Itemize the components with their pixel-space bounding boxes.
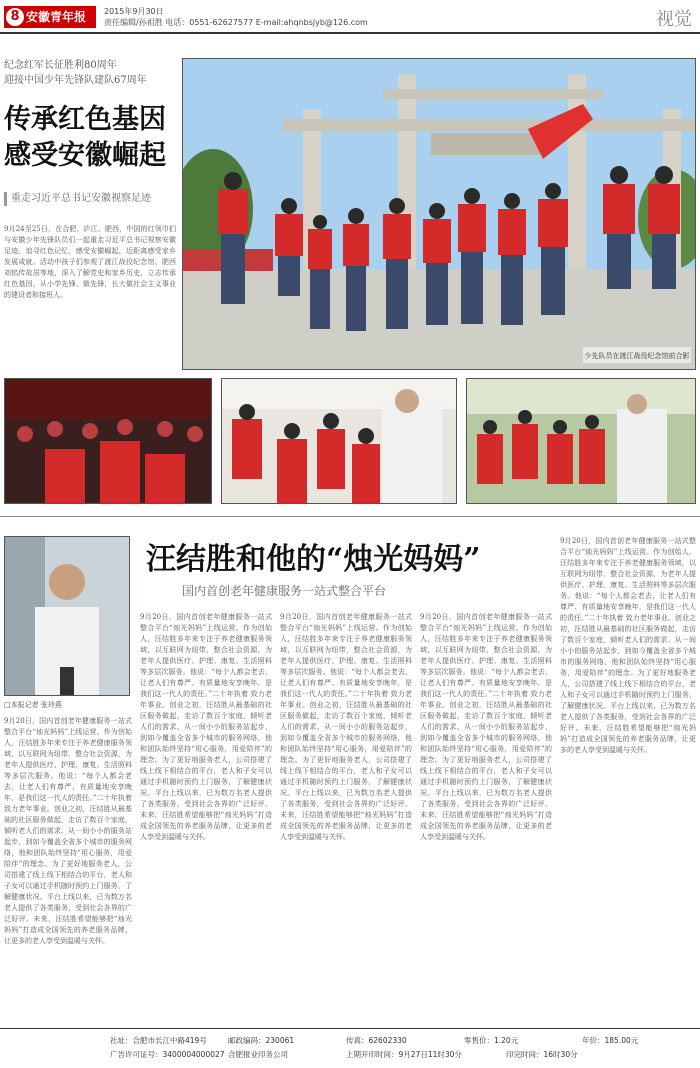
article2-body-col5: 9月20日，国内首创老年健康服务一站式整合平台“烛光妈妈”上线运营。作为创始人，汪结胜多年来专注于养老健康服务领域，以互联网为纽带，整合社会资源，为老年人提供医疗、护理、康复、生活照料等多层次服务。他说：“每个人都会老去，让老人们有尊严、有质量地安享晚年，是我们这一代人的责任。”二十年执着 致力老年事业。创业之初，汪结胜从最基础的社区服务做起，走访了数百个家庭，倾听老人们的需求。从一间小小的服务站起步，到如今覆盖全省多个城市的服务网络，他和团队始终坚持“用心服务，用爱陪伴”的理念。为了更好地服务老人，公司搭建了线上线下相结合的平台，老人和子女可以通过手机随时预约上门服务，了解健康状况。平台上线以来，已为数万名老人提供了各类服务，受到社会各界的广泛好评。未来，汪结胜希望能够把“烛光妈妈”打造成全国领先的养老服务品牌，让更多的老人享受到温暖与关怀。 xyxy=(560,537,696,754)
photo-children-outdoor xyxy=(466,378,696,504)
footer-annual-price: 年价：185.00元 xyxy=(582,1036,639,1045)
footer-postcode: 邮政编码：230061 xyxy=(228,1036,295,1045)
footer-print-start: 上期开印时间：9月27日11时30分 xyxy=(346,1050,462,1059)
footer-address: 社址：合肥市长江中路419号 xyxy=(110,1036,207,1045)
article1-body: 9月24至25日，在合肥、庐江、肥西，中国的红领巾们与安徽少年先锋队员们一起重走习近平总书记视察安徽足迹，追寻红色记忆，感受安徽崛起，近距离感受家乡发展成就。活动中孩子们参观了渡江战役纪念馆、肥西刘铭传故居等地，深入了解党史和家乡历史，立志传承红色基因，从小学先锋、做先锋，长大做社会主义事业的建设者和接班人。 xyxy=(4,225,176,299)
article1-deck: 重走习近平总书记安徽视察足迹 xyxy=(4,192,176,206)
article2-body-col1: 9月20日，国内首创老年健康服务一站式整合平台“烛光妈妈”上线运营。作为创始人，汪结胜多年来专注于养老健康服务领域，以互联网为纽带，整合社会资源，为老年人提供医疗、护理、康复、生活照料等多层次服务。他说：“每个人都会老去，让老人们有尊严、有质量地安享晚年，是我们这一代人的责任。”二十年执着 致力老年事业。创业之初，汪结胜从最基础的社区服务做起，走访了数百个家庭，倾听老人们的需求。从一间小小的服务站起步，到如今覆盖全省多个城市的服务网络，他和团队始终坚持“用心服务，用爱陪伴”的理念。为了更好地服务老人，公司搭建了线上线下相结合的平台，老人和子女可以通过手机随时预约上门服务，了解健康状况。平台上线以来，已为数万名老人提供了各类服务，受到社会各界的广泛好评。未来，汪结胜希望能够把“烛光妈妈”打造成全国领先的养老服务品牌，让更多的老人享受到温暖与关怀。 xyxy=(4,717,132,945)
article2-body-col3: 9月20日，国内首创老年健康服务一站式整合平台“烛光妈妈”上线运营。作为创始人，汪结胜多年来专注于养老健康服务领域，以互联网为纽带，整合社会资源，为老年人提供医疗、护理、康复、生活照料等多层次服务。他说：“每个人都会老去，让老人们有尊严、有质量地安享晚年，是我们这一代人的责任。”二十年执着 致力老年事业。创业之初，汪结胜从最基础的社区服务做起，走访了数百个家庭，倾听老人们的需求。从一间小小的服务站起步，到如今覆盖全省多个城市的服务网络，他和团队始终坚持“用心服务，用爱陪伴”的理念。为了更好地服务老人，公司搭建了线上线下相结合的平台，老人和子女可以通过手机随时预约上门服务，了解健康状况。平台上线以来，已为数万名老人提供了各类服务，受到社会各界的广泛好评。未来，汪结胜希望能够把“烛光妈妈”打造成全国领先的养老服务品牌，让更多的老人享受到温暖与关怀。 xyxy=(280,613,412,841)
article2-deck: 国内首创老年健康服务一站式整合平台 xyxy=(182,584,387,598)
section-tag: 视觉 xyxy=(656,9,692,30)
article1-headline-2: 感受安徽崛起 xyxy=(4,140,166,171)
footer-imprint xyxy=(0,1028,700,1060)
article1-subtitle-1: 纪念红军长征胜利80周年 xyxy=(4,60,117,71)
portrait-photo xyxy=(4,536,130,696)
newspaper-logo xyxy=(4,6,96,28)
article1-headline-1: 传承红色基因 xyxy=(4,104,166,135)
logo-mark-icon: 8 xyxy=(6,8,24,26)
article2-body-col2: 9月20日，国内首创老年健康服务一站式整合平台“烛光妈妈”上线运营。作为创始人，汪结胜多年来专注于养老健康服务领域，以互联网为纽带，整合社会资源，为老年人提供医疗、护理、康复、生活照料等多层次服务。他说：“每个人都会老去，让老人们有尊严、有质量地安享晚年，是我们这一代人的责任。”二十年执着 致力老年事业。创业之初，汪结胜从最基础的社区服务做起，走访了数百个家庭，倾听老人们的需求。从一间小小的服务站起步，到如今覆盖全省多个城市的服务网络，他和团队始终坚持“用心服务，用爱陪伴”的理念。为了更好地服务老人，公司搭建了线上线下相结合的平台，老人和子女可以通过手机随时预约上门服务，了解健康状况。平台上线以来，已为数万名老人提供了各类服务，受到社会各界的广泛好评。未来，汪结胜希望能够把“烛光妈妈”打造成全国领先的养老服务品牌，让更多的老人享受到温暖与关怀。 xyxy=(140,613,272,841)
article2-body-col4: 9月20日，国内首创老年健康服务一站式整合平台“烛光妈妈”上线运营。作为创始人，汪结胜多年来专注于养老健康服务领域，以互联网为纽带，整合社会资源，为老年人提供医疗、护理、康复、生活照料等多层次服务。他说：“每个人都会老去，让老人们有尊严、有质量地安享晚年，是我们这一代人的责任。”二十年执着 致力老年事业。创业之初，汪结胜从最基础的社区服务做起，走访了数百个家庭，倾听老人们的需求。从一间小小的服务站起步，到如今覆盖全省多个城市的服务网络，他和团队始终坚持“用心服务，用爱陪伴”的理念。为了更好地服务老人，公司搭建了线上线下相结合的平台，老人和子女可以通过手机随时预约上门服务，了解健康状况。平台上线以来，已为数万名老人提供了各类服务，受到社会各界的广泛好评。未来，汪结胜希望能够把“烛光妈妈”打造成全国领先的养老服务品牌，让更多的老人享受到温暖与关怀。 xyxy=(420,613,552,841)
footer-printer: 合肥报业印务公司 xyxy=(228,1050,288,1059)
photo-meeting-hall xyxy=(4,378,212,504)
article1-subtitle-2: 迎接中国少年先锋队建队67周年 xyxy=(4,75,147,86)
photo-elder-with-children xyxy=(221,378,457,504)
footer-row-2 xyxy=(110,1049,700,1060)
header-date: 2015年9月30日 xyxy=(104,7,164,16)
footer-row-1 xyxy=(110,1035,700,1046)
footer-ad-license: 广告许可证号：3400004000027 xyxy=(110,1050,225,1059)
footer-fax: 传真：62602330 xyxy=(346,1036,407,1045)
article2-byline: □本报记者 张玲燕 xyxy=(4,701,62,709)
masthead-bar xyxy=(0,0,700,34)
header-info xyxy=(104,6,368,28)
footer-retail-price: 零售价：1.20元 xyxy=(464,1036,519,1045)
main-group-photo xyxy=(182,58,696,370)
section-divider xyxy=(0,516,700,517)
footer-print-end: 印完时间：16时30分 xyxy=(506,1050,578,1059)
photo1-caption: 少先队员在渡江战役纪念馆前合影 xyxy=(584,352,690,360)
header-editor-contact: 责任编辑/孙祖胜 电话：0551-62627577 E-mail:ahqnbsjyb@126.com xyxy=(104,18,368,27)
article1-text-column xyxy=(4,58,176,364)
logo-text: 安徽青年报 xyxy=(26,10,87,24)
article2-headline: 汪结胜和他的“烛光妈妈” xyxy=(146,542,481,577)
